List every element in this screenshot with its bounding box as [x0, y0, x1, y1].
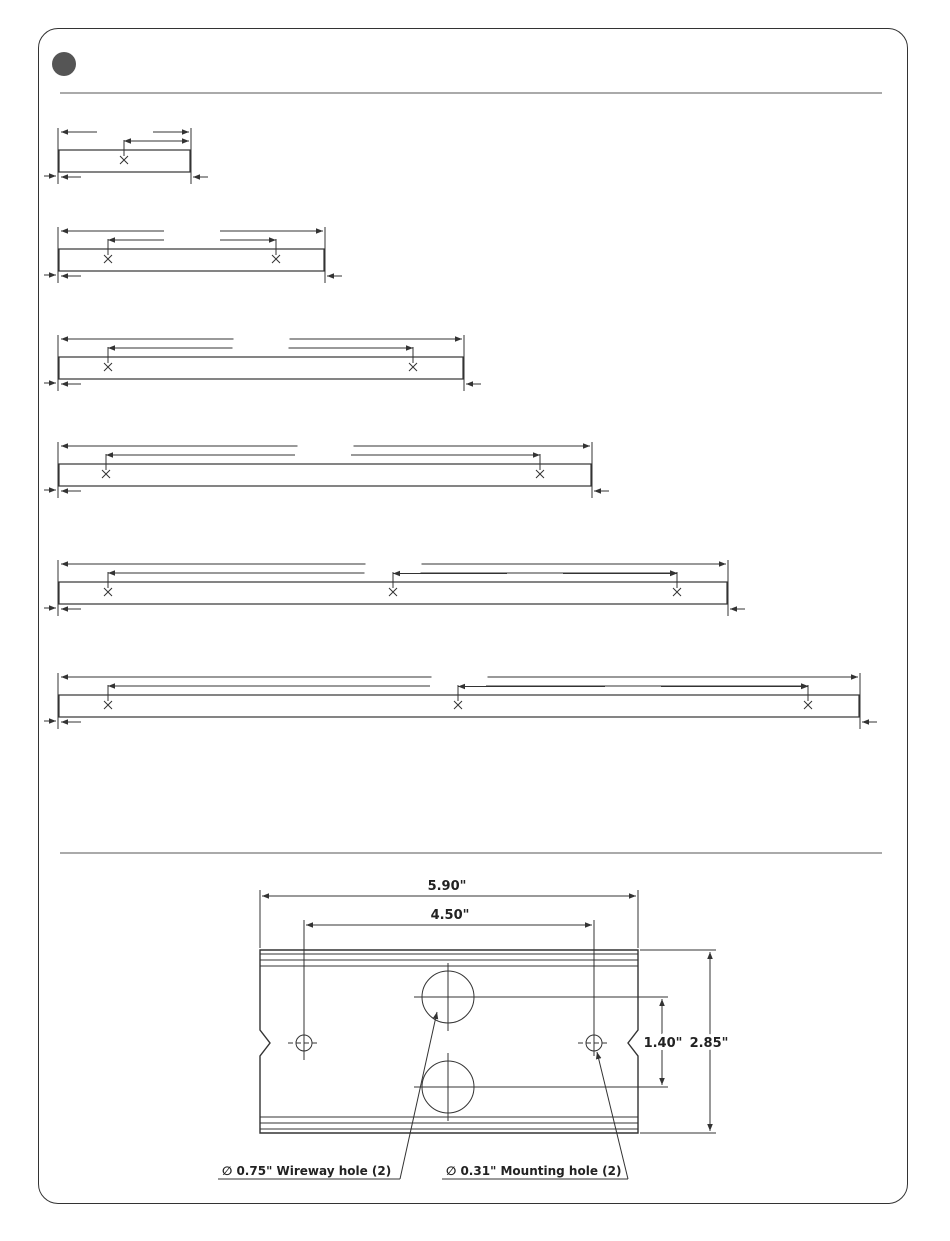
- hole-mark: [104, 588, 112, 596]
- hole-mark: [389, 588, 397, 596]
- hole-spacing-label: 4.50": [430, 908, 470, 923]
- hole-mark: [104, 255, 112, 263]
- rail-body: [59, 464, 591, 486]
- hole-mark: [272, 255, 280, 263]
- hole-mark: [409, 363, 417, 371]
- wireway-spacing-label: 1.40": [643, 1036, 683, 1051]
- mounting-hole-callout: ∅ 0.31" Mounting hole (2): [446, 1164, 622, 1178]
- hole-mark: [804, 701, 812, 709]
- rail-layouts: [44, 128, 877, 729]
- rail-body: [59, 249, 324, 271]
- hole-mark: [104, 701, 112, 709]
- bracket-detail: [218, 890, 716, 1179]
- hole-mark: [104, 363, 112, 371]
- rail-body: [59, 357, 463, 379]
- overall-length-label: 5.90": [427, 879, 467, 894]
- hole-mark: [120, 156, 128, 164]
- wireway-leader: [400, 1012, 437, 1179]
- hole-mark: [536, 470, 544, 478]
- bracket-outline: [260, 950, 638, 1133]
- hole-mark: [673, 588, 681, 596]
- hole-mark: [102, 470, 110, 478]
- mounting-leader: [597, 1052, 628, 1179]
- wireway-hole-callout: ∅ 0.75" Wireway hole (2): [222, 1164, 392, 1178]
- hole-mark: [454, 701, 462, 709]
- height-label: 2.85": [689, 1036, 729, 1051]
